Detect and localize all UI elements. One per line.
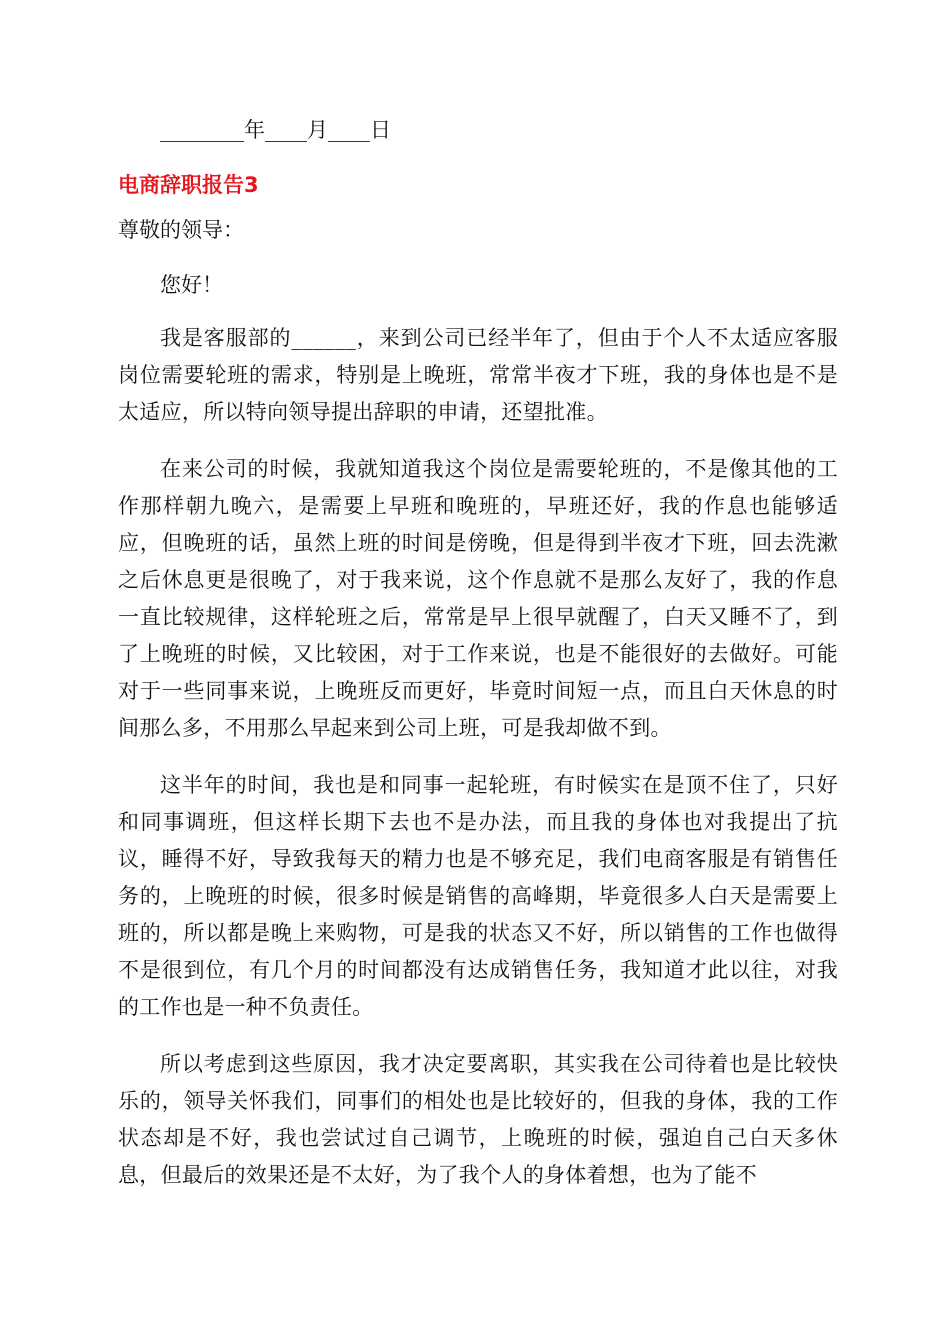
paragraph: 这半年的时间，我也是和同事一起轮班，有时候实在是顶不住了，只好和同事调班，但这样长期下去也不是办法，而且我的身体也对我提出了抗议，睡得不好，导致我每天的精力也是不够充足，我们电商客服是有销售任务的，上晚班的时候，很多时候是销售的高峰期，毕竟很多人白天是需要上班的，所以都是晚上来购物，可是我的状态又不好，所以销售的工作也做得不是很到位，有几个月的时间都没有达成销售任务，我知道才此以往，对我的工作也是一种不负责任。 (118, 773, 838, 1019)
paragraph: 在来公司的时候，我就知道我这个岗位是需要轮班的，不是像其他的工作那样朝九晚六，是需要上早班和晚班的，早班还好，我的作息也能够适应，但晚班的话，虽然上班的时间是傍晚，但是得到半夜才下班，回去洗漱之后休息更是很晚了，对于我来说，这个作息就不是那么友好了，我的作息一直比较规律，这样轮班之后，常常是早上很早就醒了，白天又睡不了，到了上晚班的时候，又比较困，对于工作来说，也是不能很好的去做好。可能对于一些同事来说，上晚班反而更好，毕竟时间短一点，而且白天休息的时间那么多，不用那么早起来到公司上班，可是我却做不到。 (118, 457, 838, 740)
letter-body (118, 320, 838, 1214)
paragraph: 我是客服部的______，来到公司已经半年了，但由于个人不太适应客服岗位需要轮班的需求，特别是上晚班，常常半夜才下班，我的身体也是不是太适应，所以特向领导提出辞职的申请，还望批准。 (118, 326, 838, 424)
paragraph: 所以考虑到这些原因，我才决定要离职，其实我在公司待着也是比较快乐的，领导关怀我们，同事们的相处也是比较好的，但我的身体，我的工作状态却是不好，我也尝试过自己调节，上晚班的时候，强迫自己白天多休息，但最后的效果还是不太好，为了我个人的身体着想，也为了能不 (118, 1052, 838, 1187)
date-line: ________年____月____日 (160, 118, 391, 142)
greeting: 您好！ (160, 273, 223, 297)
section-heading: 电商辞职报告3 (118, 173, 259, 197)
salutation: 尊敬的领导： (118, 218, 244, 242)
